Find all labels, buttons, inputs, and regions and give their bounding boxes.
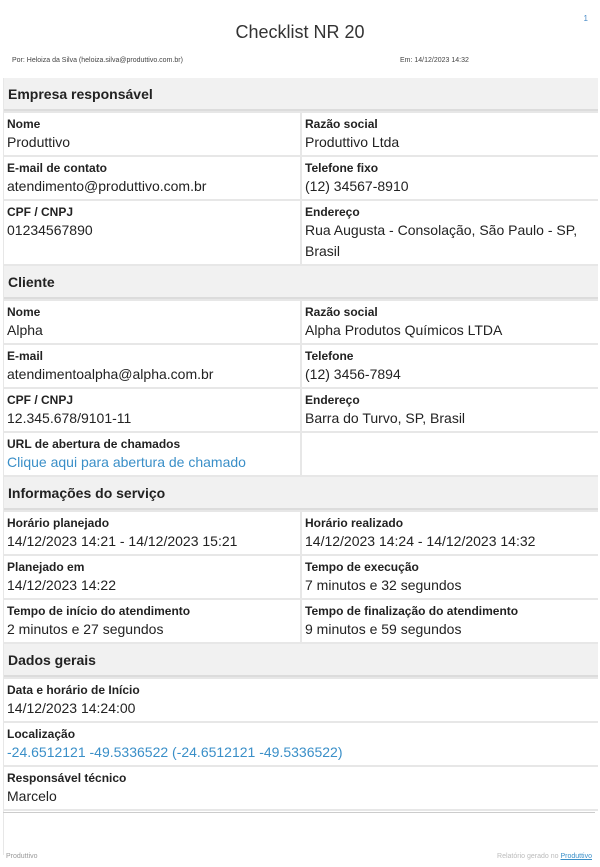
abertura-chamado-link[interactable]: Clique aqui para abertura de chamado: [7, 454, 246, 470]
tempo-execucao: 7 minutos e 32 segundos: [305, 577, 462, 593]
field-label: Razão social: [305, 117, 378, 131]
cliente-row-3: [4, 389, 598, 431]
servico-planejado-em-cell: [4, 556, 300, 598]
planejado-em: 14/12/2023 14:22: [7, 577, 116, 593]
field-label: Endereço: [305, 205, 360, 219]
cliente-row-1: [4, 301, 598, 343]
empresa-row-3: [4, 201, 598, 264]
blank-area: [4, 811, 598, 855]
cliente-razao-cell: [302, 301, 598, 343]
servico-inicio-cell: [4, 600, 300, 642]
field-label: Nome: [7, 117, 41, 131]
field-label: Tempo de finalização do atendimento: [305, 604, 519, 618]
report-body: [3, 78, 598, 855]
field-label: Razão social: [305, 305, 378, 319]
field-label: Horário planejado: [7, 516, 110, 530]
servico-finalizacao-cell: [302, 600, 598, 642]
section-title-empresa: Empresa responsável: [4, 78, 598, 111]
servico-row-2: [4, 556, 598, 598]
field-label: Data e horário de Início: [7, 683, 140, 697]
empresa-razao: Produttivo Ltda: [305, 134, 400, 150]
field-label: Horário realizado: [305, 516, 404, 530]
field-label: Responsável técnico: [7, 771, 127, 785]
section-title-cliente: Cliente: [4, 266, 598, 299]
horario-planejado: 14/12/2023 14:21 - 14/12/2023 15:21: [7, 533, 238, 549]
cliente-row-2: [4, 345, 598, 387]
field-label: E-mail: [7, 349, 44, 363]
empresa-telefone: (12) 34567-8910: [305, 178, 409, 194]
cliente-endereco: Barra do Turvo, SP, Brasil: [305, 410, 466, 426]
horario-realizado: 14/12/2023 14:24 - 14/12/2023 14:32: [305, 533, 536, 549]
field-label: Tempo de execução: [305, 560, 419, 574]
localizacao-link[interactable]: -24.6512121 -49.5336522 (-24.6512121 -49.5336522): [7, 744, 343, 760]
gerais-row-3: [4, 767, 598, 809]
empresa-endereco: Rua Augusta - Consolação, São Paulo - SP, Brasil: [305, 222, 578, 259]
empty-cell: [302, 433, 598, 475]
field-label: CPF / CNPJ: [7, 205, 74, 219]
field-label: Tempo de início do atendimento: [7, 604, 191, 618]
field-label: Nome: [7, 305, 41, 319]
field-label: Telefone fixo: [305, 161, 379, 175]
footer-brand: Produttivo: [6, 853, 38, 860]
empresa-nome: Produttivo: [7, 134, 71, 150]
empresa-row-2: [4, 157, 598, 199]
page-title: Checklist NR 20: [235, 22, 365, 42]
cliente-email-cell: [4, 345, 300, 387]
footer-divider: [3, 812, 595, 813]
empresa-telefone-cell: [302, 157, 598, 199]
page-number: 1: [583, 14, 588, 23]
field-label: Endereço: [305, 393, 360, 407]
empresa-cpf-cell: [4, 201, 300, 264]
cliente-cpf: 12.345.678/9101-11: [7, 410, 132, 426]
field-label: Telefone: [305, 349, 354, 363]
field-label: CPF / CNPJ: [7, 393, 74, 407]
footer-prefix: Relatório gerado no: [497, 853, 561, 860]
empresa-nome-cell: [4, 113, 300, 155]
servico-execucao-cell: [302, 556, 598, 598]
empresa-razao-cell: [302, 113, 598, 155]
data-inicio: 14/12/2023 14:24:00: [7, 700, 136, 716]
cliente-row-4: [4, 433, 598, 475]
gerais-data-cell: [4, 679, 598, 721]
empresa-cpf: 01234567890: [7, 222, 93, 238]
cliente-url-cell: [4, 433, 300, 475]
gerais-row-2: [4, 723, 598, 765]
empresa-row-1: [4, 113, 598, 155]
cliente-nome: Alpha: [7, 322, 43, 338]
cliente-nome-cell: [4, 301, 300, 343]
cliente-razao: Alpha Produtos Químicos LTDA: [305, 322, 503, 338]
responsavel-tecnico: Marcelo: [7, 788, 57, 804]
report-date: Em: 14/12/2023 14:32: [400, 57, 469, 64]
cliente-telefone: (12) 3456-7894: [305, 366, 401, 382]
field-label: E-mail de contato: [7, 161, 108, 175]
tempo-finalizacao: 9 minutos e 59 segundos: [305, 621, 462, 637]
cliente-cpf-cell: [4, 389, 300, 431]
servico-planejado-cell: [4, 512, 300, 554]
empresa-endereco-cell: [302, 201, 598, 264]
author-line: Por: Heloiza da Silva (heloiza.silva@produttivo.com.br): [12, 57, 183, 64]
servico-realizado-cell: [302, 512, 598, 554]
empresa-email-cell: [4, 157, 300, 199]
gerais-resp-cell: [4, 767, 598, 809]
empresa-email: atendimento@produttivo.com.br: [7, 178, 207, 194]
field-label: Localização: [7, 727, 76, 741]
gerais-local-cell: [4, 723, 598, 765]
tempo-inicio: 2 minutos e 27 segundos: [7, 621, 164, 637]
field-label: Planejado em: [7, 560, 85, 574]
footer-link[interactable]: Produttivo: [560, 853, 592, 860]
cliente-endereco-cell: [302, 389, 598, 431]
servico-row-3: [4, 600, 598, 642]
section-title-servico: Informações do serviço: [4, 477, 598, 510]
section-title-gerais: Dados gerais: [4, 644, 598, 677]
cliente-telefone-cell: [302, 345, 598, 387]
cliente-email: atendimentoalpha@alpha.com.br: [7, 366, 214, 382]
footer-generated: [497, 853, 592, 860]
gerais-row-1: [4, 679, 598, 721]
servico-row-1: [4, 512, 598, 554]
field-label: URL de abertura de chamados: [7, 437, 181, 451]
